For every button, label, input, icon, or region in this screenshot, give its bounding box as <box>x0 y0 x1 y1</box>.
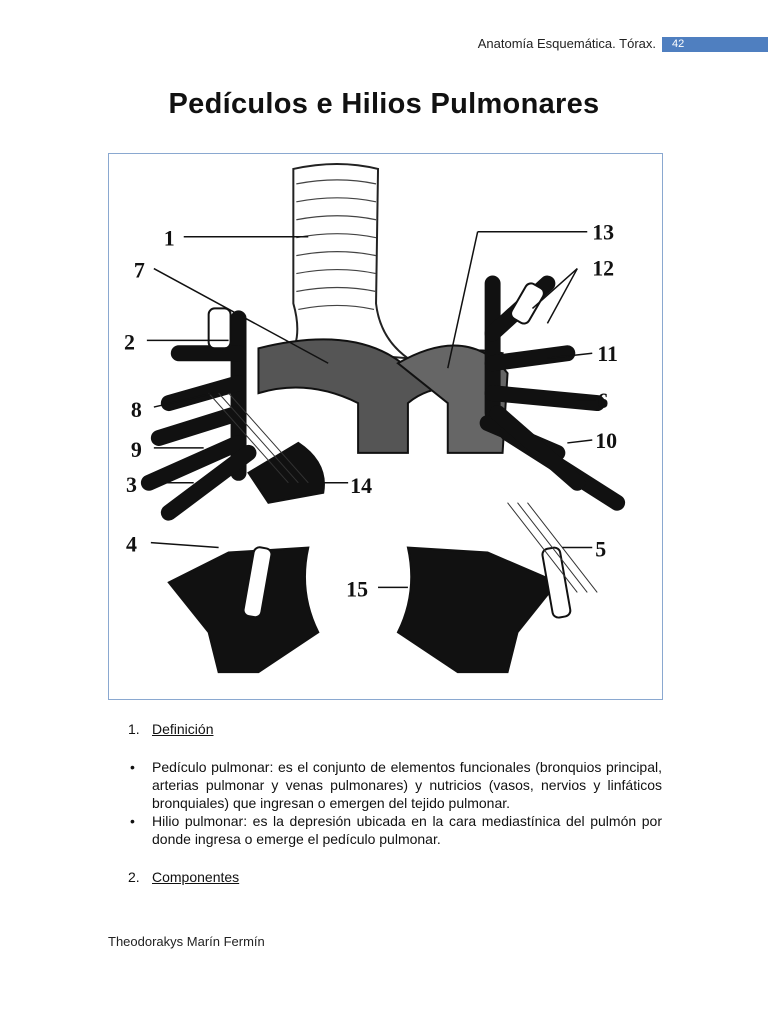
figure-label: 11 <box>597 341 618 367</box>
figure-label: 2 <box>123 329 135 355</box>
figure-label: 12 <box>592 255 615 281</box>
figure-label: 13 <box>592 219 615 245</box>
figure-label: 15 <box>346 576 369 602</box>
lung-hilum-illustration <box>109 154 662 699</box>
header-title: Anatomía Esquemática. Tórax. <box>477 36 656 51</box>
page-number: 42 <box>662 37 768 52</box>
section-heading-definicion <box>128 720 662 738</box>
page-content <box>128 720 662 906</box>
figure-label: 14 <box>350 472 373 498</box>
section-number: 2. <box>128 869 140 885</box>
section-title: Definición <box>152 721 214 737</box>
figure-label: 1 <box>163 225 175 251</box>
list-item: • Pedículo pulmonar: es el conjunto de elementos funcionales (bronquios principal, arterias pulmonar y venas pulmonares) y nutricios (vasos, nervios y linfáticos bronquiales) que ingresan o emergen del tejido pulmonar. <box>128 758 662 812</box>
definition-list <box>128 758 662 848</box>
section-title: Componentes <box>152 869 240 885</box>
section-heading-componentes <box>128 868 662 886</box>
figure-label: 5 <box>595 536 607 562</box>
figure-label: 8 <box>130 397 142 423</box>
anatomy-figure <box>108 153 663 700</box>
page-header <box>0 34 768 54</box>
figure-label: 4 <box>125 531 137 557</box>
page-title: Pedículos e Hilios Pulmonares <box>168 88 600 120</box>
figure-label: 10 <box>595 427 618 453</box>
list-item: • Hilio pulmonar: es la depresión ubicada en la cara mediastínica del pulmón por donde ingresa o emerge el pedículo pulmonar. <box>128 812 662 848</box>
section-number: 1. <box>128 721 140 737</box>
figure-label: 6 <box>597 388 609 414</box>
footer-author: Theodorakys Marín Fermín <box>108 934 265 949</box>
figure-label: 9 <box>130 436 142 462</box>
figure-label: 7 <box>133 257 145 283</box>
figure-label: 3 <box>125 471 137 497</box>
